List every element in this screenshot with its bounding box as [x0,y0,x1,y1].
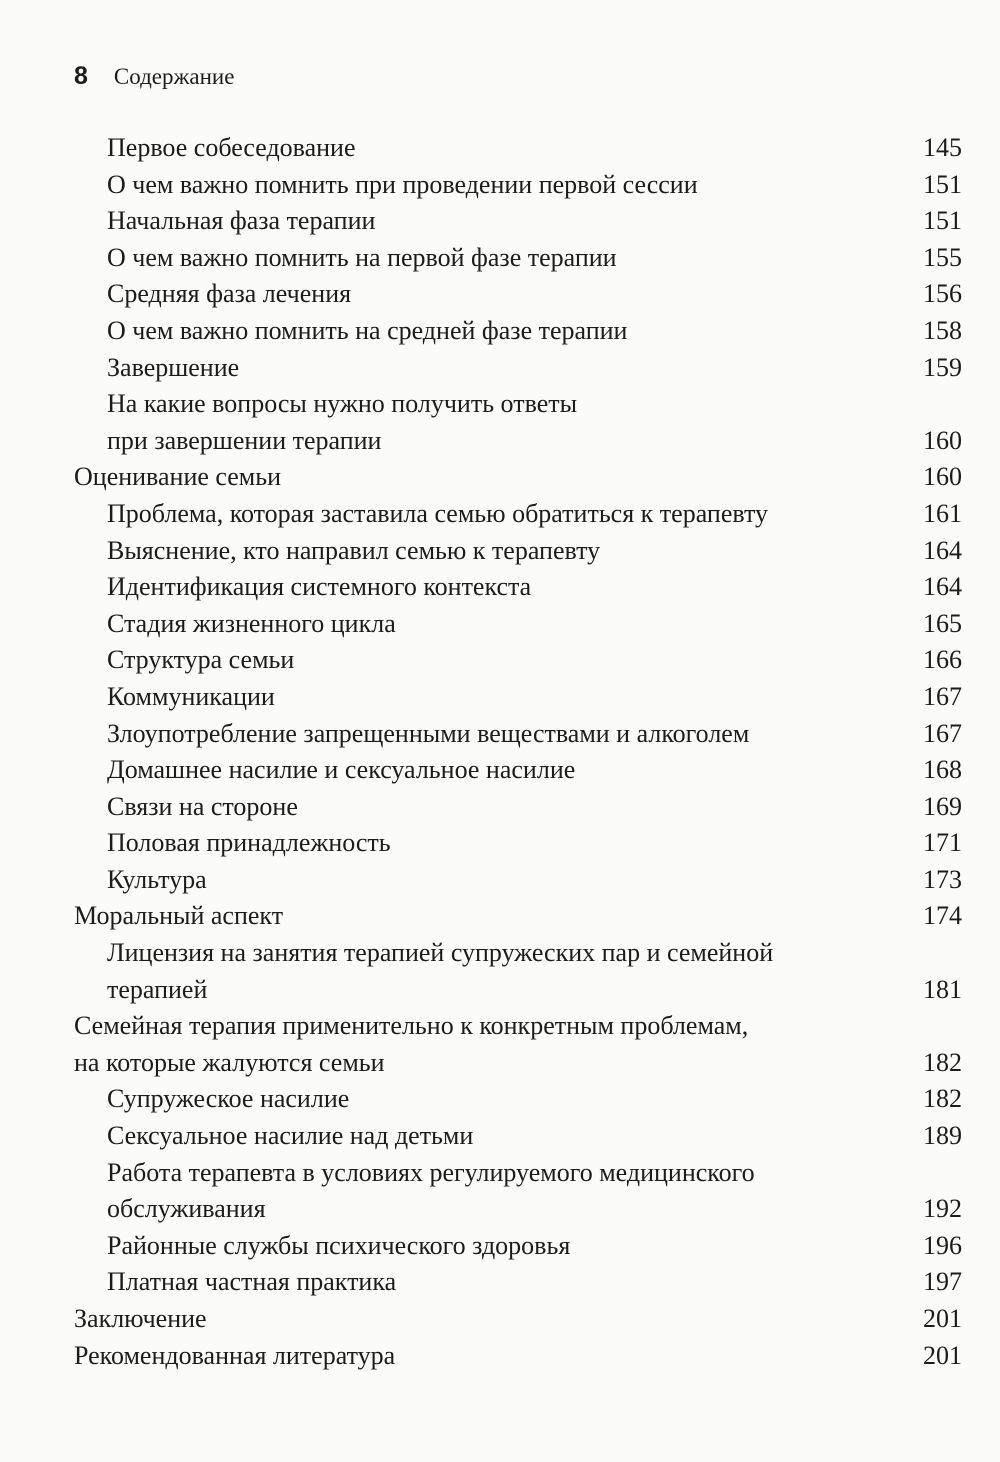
toc-entry [74,459,962,496]
toc-entry-title: Оценивание семьи [74,462,282,492]
toc-entry [74,825,962,862]
toc-entry-title: Домашнее насилие и сексуальное насилие [107,755,576,785]
toc-entry [74,533,962,570]
toc-entry [74,203,962,240]
toc-entry-page: 196 [923,1230,962,1260]
toc-entry-title: Начальная фаза терапии [107,206,376,236]
toc-entry-title: Злоупотребление запрещенными веществами и алкоголем [107,718,750,748]
toc-entry-title: Лицензия на занятия терапией супружеских пар и семейной терапией [107,938,774,1004]
toc-entry-page: 167 [923,681,962,711]
toc-entry-title: Культура [107,864,207,894]
toc-entry-page: 159 [923,352,962,382]
toc-entry-title: Семейная терапия применительно к конкретным проблемам, на которые жалуются семьи [74,1011,749,1077]
toc-entry-title: Стадия жизненного цикла [107,608,396,638]
toc-entry-title: Платная частная практика [107,1267,397,1297]
toc-entry [74,240,962,277]
toc-entry-title: Половая принадлежность [107,828,391,858]
toc-entry-page: 160 [923,425,962,455]
toc-entry-page: 181 [923,974,962,1004]
toc-entry-title: Идентификация системного контекста [107,572,532,602]
toc-entry-page: 161 [923,498,962,528]
running-head: Содержание [113,64,235,89]
page-number: 8 [74,62,88,90]
toc-entry [74,1155,962,1228]
toc-entry [74,496,962,533]
toc-entry-title: Выяснение, кто направил семью к терапевту [107,535,601,565]
toc-entry [74,898,962,935]
toc-entry-page: 171 [923,828,962,858]
toc-entry [74,862,962,899]
toc-entry-page: 166 [923,645,962,675]
toc-entry-page: 182 [923,1047,962,1077]
toc-entry-page: 156 [923,279,962,309]
toc-entry-page: 173 [923,864,962,894]
toc-entry-page: 160 [923,462,962,492]
toc-entry-title: На какие вопросы нужно получить ответы при завершении терапии [107,389,578,455]
toc-entry [74,569,962,606]
toc-entry-page: 174 [923,901,962,931]
toc-entry-page: 167 [923,718,962,748]
toc-entry [74,1264,962,1301]
toc-entry-title: Сексуальное насилие над детьми [107,1121,474,1151]
toc-entry [74,386,962,459]
toc-entry-page: 165 [923,608,962,638]
toc-entry [74,642,962,679]
toc-entry-page: 169 [923,791,962,821]
toc-entry-title: Супружеское насилие [107,1084,350,1114]
toc-entry-page: 164 [923,572,962,602]
toc-entry-title: Районные службы психического здоровья [107,1230,571,1260]
toc-entry [74,716,962,753]
toc-entry-page: 192 [923,1194,962,1224]
toc-entry-page: 158 [923,315,962,345]
toc-entry [74,1301,962,1338]
table-of-contents [74,130,962,1374]
toc-entry-page: 164 [923,535,962,565]
toc-entry-title: Проблема, которая заставила семью обратиться к терапевту [107,498,769,528]
toc-entry [74,679,962,716]
toc-entry [74,789,962,826]
toc-entry [74,752,962,789]
toc-entry-title: Структура семьи [107,645,295,675]
toc-entry [74,350,962,387]
toc-entry [74,1228,962,1265]
toc-entry-page: 151 [923,206,962,236]
toc-entry-title: О чем важно помнить при проведении первой сессии [107,169,698,199]
toc-entry-page: 145 [923,133,962,162]
toc-entry [74,1008,962,1081]
toc-entry-title: Связи на стороне [107,791,298,821]
toc-entry-title: О чем важно помнить на средней фазе терапии [107,315,628,345]
toc-entry [74,1118,962,1155]
toc-entry [74,167,962,204]
toc-entry-page: 189 [923,1121,962,1151]
toc-entry-title: Работа терапевта в условиях регулируемого медицинского обслуживания [107,1157,755,1224]
toc-entry-page: 151 [923,169,962,199]
toc-entry [74,276,962,313]
toc-entry-title: Средняя фаза лечения [107,279,352,309]
toc-entry-title: О чем важно помнить на первой фазе терапии [107,242,617,272]
toc-entry-title: Заключение [74,1304,207,1333]
toc-entry-page: 155 [923,242,962,272]
toc-entry [74,935,962,1008]
toc-entry [74,313,962,350]
toc-entry-title: Моральный аспект [74,901,284,931]
toc-entry [74,130,962,167]
toc-entry [74,1081,962,1118]
toc-entry-page: 201 [923,1340,962,1370]
toc-entry-page: 168 [923,755,962,785]
toc-entry [74,606,962,643]
toc-entry-title: Коммуникации [107,681,275,711]
toc-entry-title: Рекомендованная литература [74,1340,396,1370]
page-header [74,62,234,102]
toc-entry-page: 201 [923,1304,962,1333]
toc-entry-title: Первое собеседование [107,133,356,162]
toc-entry [74,1338,962,1375]
toc-entry-title: Завершение [107,352,240,382]
toc-entry-page: 197 [923,1267,962,1297]
toc-entry-page: 182 [923,1084,962,1114]
